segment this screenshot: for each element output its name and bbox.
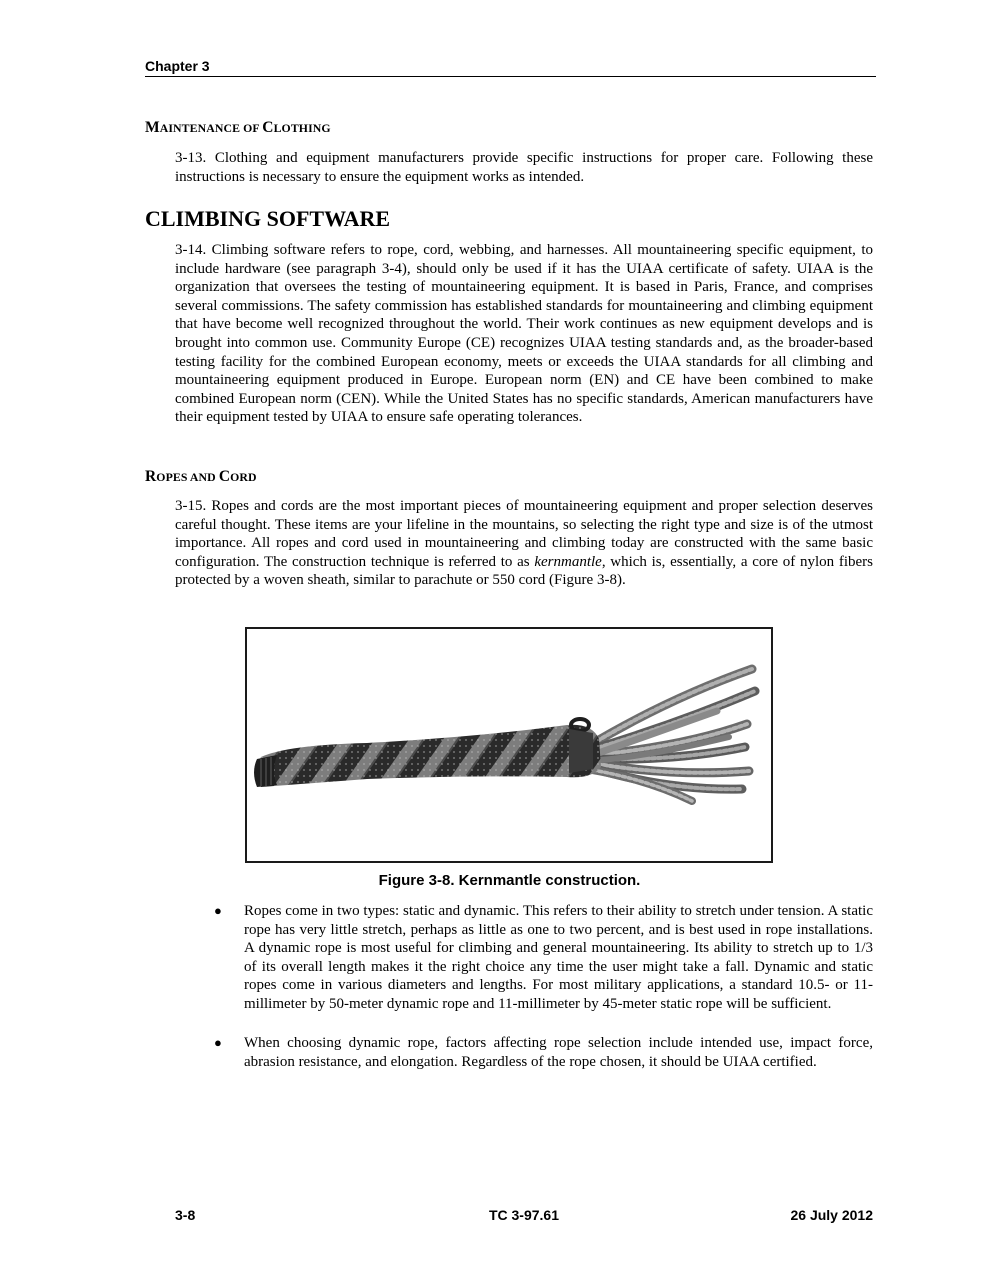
kernmantle-term: kernmantle (534, 553, 602, 570)
running-header-chapter: Chapter 3 (145, 58, 876, 77)
heading-maintenance-of-clothing (145, 119, 331, 137)
heading-part: C (262, 119, 274, 136)
heading-part: ORD (230, 470, 257, 484)
paragraph-3-15 (175, 497, 873, 590)
figure-caption: Figure 3-8. Kernmantle construction. (378, 872, 641, 889)
footer-date: 26 July 2012 (790, 1207, 873, 1223)
bullet-item-rope-types: Ropes come in two types: static and dynamic. This refers to their ability to stretch under tension. A static rope has very little stretch, perhaps as little as one to two percent, and is best used in rope installations. A dynamic rope is most useful for climbing and general mountaineering. Its ability to stretch up to 1/3 of its overall length makes it the right choice any time the user might take a fall. Dynamic and static ropes come in various diameters and lengths. For most military applications, a standard 10.5- or 11-millimeter by 50-meter dynamic rope and 11-millimeter by 45-meter static rope will be sufficient. (244, 903, 873, 1012)
bullet-marker: ● (214, 903, 222, 918)
heading-part: LOTHING (273, 121, 331, 135)
heading-part: OPES AND (156, 470, 219, 484)
heading-part: C (218, 468, 231, 485)
paragraph-3-13: 3-13. Clothing and equipment manufacturers provide specific instructions for proper care. Following these instructions is necessary to ensure the equipment works as intended. (175, 150, 873, 185)
paragraph-3-14: 3-14. Climbing software refers to rope, cord, webbing, and harnesses. All mountaineering specific equipment, to include hardware (see paragraph 3-4), should only be used if it has the UIAA certificate of safety. UIAA is the organization that oversees the testing of mountaineering equipment. It is based in Paris, France, and comprises several commissions. The safety commission has established standards for mountaineering and climbing equipment that have become well recognized throughout the world. Their work continues as new equipment develops and is brought into common use. Community Europe (CE) recognizes UIAA testing standards and, as the broader-based testing facility for the combined European economy, meets or exceeds the UIAA standards for all climbing and mountaineering equipment produced in Europe. European norm (EN) and CE have been combined to make combined European norm (CEN). While the United States has no specific standards, American manufacturers have their equipment tested by UIAA to ensure safe operating tolerances. (175, 242, 873, 426)
footer-page-number: 3-8 (175, 1207, 196, 1223)
heading-part: R (145, 468, 157, 485)
figure-kernmantle-image (245, 627, 773, 863)
bullet-item-dynamic-rope-factors: When choosing dynamic rope, factors affecting rope selection include intended use, impact force, abrasion resistance, and elongation. Regardless of the rope chosen, it should be UIAA certified. (244, 1035, 873, 1070)
paragraph-text: 3-15. Ropes and cords are the most important pieces of mountaineering equipment and proper selection deserves careful thought. These items are your lifeline in the mountains, so selecting the right type and size is of the utmost importance. All ropes and cord used in mountaineering and climbing today are constructed with the same basic configuration. The construction technique is referred to as (175, 498, 873, 570)
bullet-marker: ● (214, 1035, 222, 1050)
heading-ropes-and-cord (145, 468, 257, 486)
paragraph-text: , which is, essentially, a core of nylon fibers protected by a woven sheath, similar to parachute or 550 cord (Figure 3-8). (175, 553, 873, 589)
footer-publication: TC 3-97.61 (488, 1207, 560, 1223)
heading-climbing-software: CLIMBING SOFTWARE (145, 206, 391, 231)
heading-part: M (145, 119, 160, 136)
kernmantle-rope-illustration (247, 629, 771, 861)
heading-part: AINTENANCE OF (159, 121, 263, 135)
